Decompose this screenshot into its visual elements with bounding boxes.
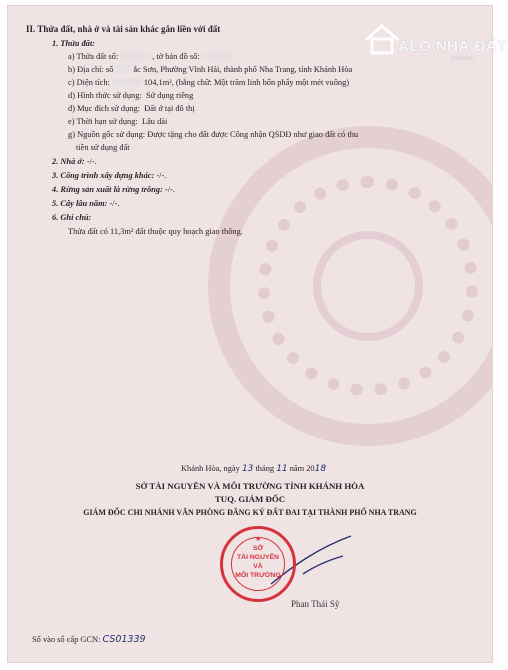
redacted-parcel-number: [120, 52, 150, 60]
watermark-logo: [360, 8, 508, 64]
redacted-map-number: [202, 52, 232, 60]
redacted-address-number: [115, 65, 131, 73]
usage-term-row: e) Thời hạn sử dụng: Lâu dài: [68, 117, 168, 126]
issuing-authority: SỞ TÀI NGUYÊN VÀ MÔI TRƯỜNG TỈNH KHÁNH HÒA: [135, 481, 365, 491]
section-title: II. Thửa đất, nhà ở và tài sản khác gắn liền với đất: [26, 24, 221, 34]
usage-origin-row: g) Nguồn gốc sử dụng: Được tặng cho đất được Công nhận QSDĐ như giao đất có thu: [68, 130, 359, 139]
redacted-area-field: [112, 78, 142, 86]
gcn-register-row: Số vào sổ cấp GCN: CS01339: [32, 634, 146, 645]
certificate-page: [8, 6, 492, 662]
usage-origin-row-cont: tiền sử dụng đất: [76, 143, 130, 152]
signer-name: Phan Thái Sỹ: [291, 599, 340, 609]
other-construction-row: 3. Công trình xây dựng khác: -/-.: [52, 171, 167, 180]
area-row: c) Diện tích: 104,1m², (bằng chữ: Một trăm linh bốn phẩy một mét vuông): [68, 78, 350, 87]
perennial-trees-row: 5. Cây lâu năm: -/-.: [52, 199, 120, 208]
official-red-seal: ★ SỞ TÀI NGUYÊN VÀ MÔI TRƯỜNG: [220, 526, 296, 602]
notes-text: Thửa đất có 11,3m² đất thuộc quy hoạch giao thông.: [68, 227, 243, 236]
house-logo-icon: [362, 18, 402, 58]
house-row: 2. Nhà ở: -/-.: [52, 157, 97, 166]
planted-forest-row: 4. Rừng sản xuất là rừng trồng: -/-.: [52, 185, 175, 194]
drum-pattern-center: [313, 231, 423, 341]
address-row: b) Địa chỉ: số ắc Sơn, Phường Vĩnh Hải, thành phố Nha Trang, tỉnh Khánh Hòa: [68, 65, 353, 74]
issue-date: Khánh Hòa, ngày 13 tháng 11 năm 2018: [181, 464, 327, 474]
parcel-number-row: a) Thửa đất số: , tờ bản đồ số:: [68, 52, 234, 61]
usage-purpose-row: đ) Mục đích sử dụng: Đất ở tại đô thị: [68, 104, 195, 113]
usage-form-row: d) Hình thức sử dụng: Sử dụng riêng: [68, 91, 194, 100]
director-title: GIÁM ĐỐC CHI NHÁNH VĂN PHÒNG ĐĂNG KÝ ĐẤT ĐAI TẠI THÀNH PHỐ NHA TRANG: [83, 508, 417, 517]
parcel-heading: 1. Thửa đất:: [52, 39, 95, 48]
notes-heading: 6. Ghi chú:: [52, 213, 92, 222]
authorization-line: TUQ. GIÁM ĐỐC: [214, 494, 286, 504]
watermark-url: .com.vn: [450, 55, 473, 62]
watermark-brand: ALO NHÀ ĐẤT: [398, 38, 507, 55]
star-icon: ★: [255, 535, 262, 543]
